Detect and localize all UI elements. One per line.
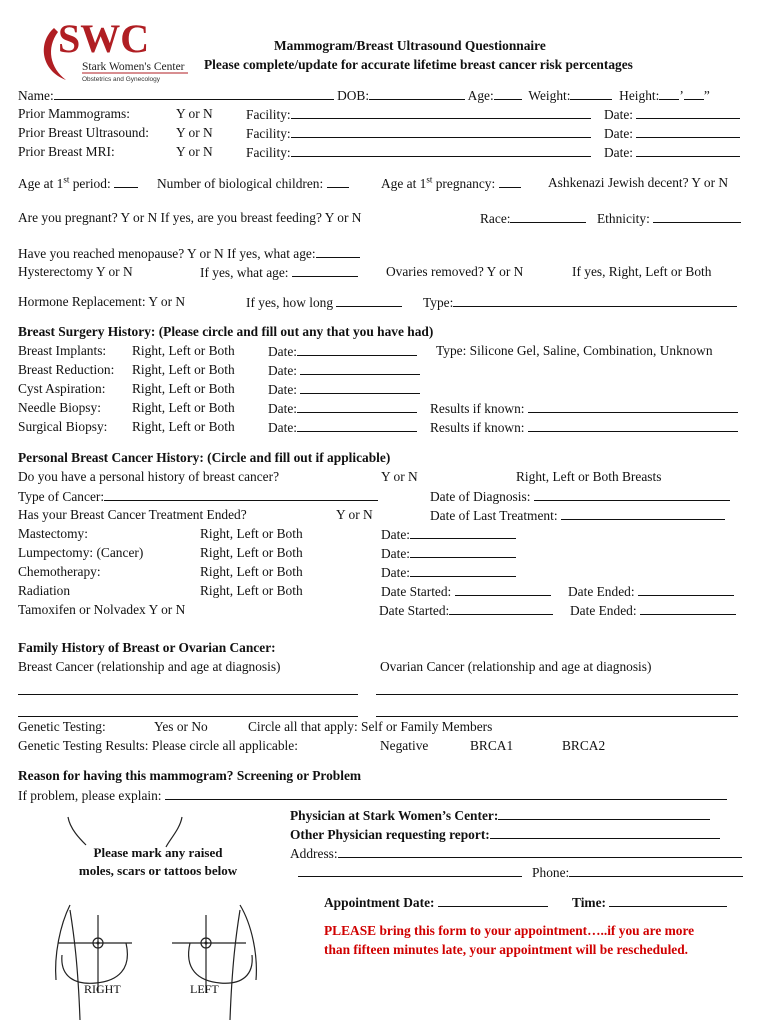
genetic-testing-yn[interactable]: Yes or No bbox=[154, 719, 208, 734]
height-feet-mark: ’ bbox=[679, 88, 684, 103]
form-subtitle: Please complete/update for accurate lifetime breast cancer risk percentages bbox=[204, 57, 633, 72]
ethnicity-field[interactable] bbox=[653, 210, 741, 223]
radiation-end: Date Ended: bbox=[568, 583, 734, 600]
family-ovarian-line-2[interactable] bbox=[376, 704, 738, 717]
surgery-heading: Breast Surgery History: (Please circle and fill out any that you have had) bbox=[18, 324, 434, 339]
prior-mammograms-facility: Facility: bbox=[246, 106, 591, 123]
lumpectomy-date: Date: bbox=[381, 545, 516, 562]
tamoxifen-end: Date Ended: bbox=[570, 602, 736, 619]
prior-mri-facility: Facility: bbox=[246, 144, 591, 161]
mastectomy-side[interactable]: Right, Left or Both bbox=[200, 526, 303, 541]
reason-explain-field[interactable] bbox=[165, 787, 727, 800]
date-field[interactable] bbox=[636, 144, 740, 157]
personal-heading: Personal Breast Cancer History: (Circle and fill out if applicable) bbox=[18, 450, 391, 465]
arm-right-line bbox=[230, 910, 240, 1020]
age-field[interactable] bbox=[494, 87, 522, 100]
form-title: Mammogram/Breast Ultrasound Questionnaire bbox=[274, 38, 546, 53]
personal-history-question: Do you have a personal history of breast cancer? bbox=[18, 469, 280, 484]
weight-label: Weight: bbox=[528, 88, 571, 103]
appointment-date-row: Appointment Date: bbox=[324, 894, 548, 911]
ovaries-question[interactable]: Ovaries removed? Y or N bbox=[386, 264, 524, 279]
address-row: Address: bbox=[290, 845, 742, 862]
genetic-brca2[interactable]: BRCA2 bbox=[562, 738, 606, 753]
family-ovarian-line-1[interactable] bbox=[376, 682, 738, 695]
treatment-ended-yn[interactable]: Y or N bbox=[336, 507, 373, 522]
reduction-label: Breast Reduction: bbox=[18, 362, 115, 377]
implants-side[interactable]: Right, Left or Both bbox=[132, 343, 235, 358]
needle-results: Results if known: bbox=[430, 400, 738, 417]
personal-breasts-side[interactable]: Right, Left or Both Breasts bbox=[516, 469, 662, 484]
lumpectomy-side[interactable]: Right, Left or Both bbox=[200, 545, 303, 560]
facility-field[interactable] bbox=[291, 144, 591, 157]
radiation-label: Radiation bbox=[18, 583, 71, 598]
address-line-2-field[interactable] bbox=[298, 864, 522, 877]
menopause-row: Have you reached menopause? Y or N If yes, what age: bbox=[18, 245, 360, 262]
menopause-age-field[interactable] bbox=[316, 245, 360, 258]
date-started-field[interactable] bbox=[449, 602, 553, 615]
mastectomy-date: Date: bbox=[381, 526, 516, 543]
children-field[interactable] bbox=[327, 175, 349, 188]
last-treatment-field[interactable] bbox=[561, 507, 725, 520]
diagram-instruction-line-2: moles, scars or tattoos below bbox=[78, 863, 238, 878]
diagnosis-date-row: Date of Diagnosis: bbox=[430, 488, 730, 505]
prior-ultrasound-date: Date: bbox=[604, 125, 740, 142]
date-field[interactable] bbox=[636, 125, 740, 138]
name-field[interactable] bbox=[54, 87, 334, 100]
prior-mammograms-date: Date: bbox=[604, 106, 740, 123]
address-field[interactable] bbox=[338, 845, 742, 858]
genetic-circle-all[interactable]: Circle all that apply: Self or Family Members bbox=[248, 719, 493, 734]
hormone-question[interactable]: Hormone Replacement: Y or N bbox=[18, 294, 186, 309]
ethnicity-row: Ethnicity: bbox=[597, 210, 741, 227]
height-inches-field[interactable] bbox=[684, 87, 704, 100]
weight-field[interactable] bbox=[570, 87, 612, 100]
left-label: LEFT bbox=[190, 982, 219, 996]
date-field[interactable] bbox=[410, 545, 516, 558]
hormone-type-row: Type: bbox=[423, 294, 737, 311]
genetic-brca1[interactable]: BRCA1 bbox=[470, 738, 514, 753]
chemo-label: Chemotherapy: bbox=[18, 564, 101, 579]
hysterectomy-age-field[interactable] bbox=[292, 264, 358, 277]
right-label: RIGHT bbox=[84, 982, 121, 996]
reduction-date: Date: bbox=[268, 362, 420, 379]
notice-line-1: PLEASE bring this form to your appointment…..if you are more bbox=[324, 923, 695, 938]
dob-label: DOB: bbox=[337, 88, 370, 103]
height-inches-mark: ” bbox=[703, 88, 710, 103]
family-breast-line-2[interactable] bbox=[18, 704, 358, 717]
stark-physician-row: Physician at Stark Women’s Center: bbox=[290, 807, 710, 824]
family-heading: Family History of Breast or Ovarian Cancer: bbox=[18, 640, 276, 655]
neck-right-line bbox=[166, 817, 182, 847]
needle-side[interactable]: Right, Left or Both bbox=[132, 400, 235, 415]
first-period-field[interactable] bbox=[114, 175, 138, 188]
prior-mammograms-label: Prior Mammograms: bbox=[18, 106, 130, 121]
type-cancer-row: Type of Cancer: bbox=[18, 488, 378, 505]
prior-ultrasound-label: Prior Breast Ultrasound: bbox=[18, 125, 149, 140]
type-cancer-field[interactable] bbox=[104, 488, 378, 501]
date-field[interactable] bbox=[410, 564, 516, 577]
prior-mri-date: Date: bbox=[604, 144, 740, 161]
lumpectomy-label: Lumpectomy: (Cancer) bbox=[18, 545, 144, 560]
date-field[interactable] bbox=[297, 400, 417, 413]
phone-field[interactable] bbox=[569, 864, 743, 877]
prior-ultrasound-yn[interactable]: Y or N bbox=[176, 125, 213, 140]
arm-left-line bbox=[70, 910, 80, 1020]
hysterectomy-question[interactable]: Hysterectomy Y or N bbox=[18, 264, 133, 279]
radiation-side[interactable]: Right, Left or Both bbox=[200, 583, 303, 598]
needle-label: Needle Biopsy: bbox=[18, 400, 101, 415]
height-label: Height: bbox=[619, 88, 660, 103]
genetic-negative[interactable]: Negative bbox=[380, 738, 429, 753]
appointment-date-field[interactable] bbox=[438, 894, 548, 907]
radiation-start: Date Started: bbox=[381, 583, 551, 600]
prior-mri-label: Prior Breast MRI: bbox=[18, 144, 115, 159]
name-label: Name: bbox=[18, 88, 54, 103]
cyst-label: Cyst Aspiration: bbox=[18, 381, 106, 396]
appointment-time-field[interactable] bbox=[609, 894, 727, 907]
notice-line-2: than fifteen minutes late, your appointment will be rescheduled. bbox=[324, 942, 689, 957]
other-physician-row: Other Physician requesting report: bbox=[290, 826, 720, 843]
dob-field[interactable] bbox=[369, 87, 465, 100]
reduction-side[interactable]: Right, Left or Both bbox=[132, 362, 235, 377]
right-breast-outline bbox=[62, 943, 128, 983]
prior-mammograms-yn[interactable]: Y or N bbox=[176, 106, 213, 121]
results-field[interactable] bbox=[528, 400, 738, 413]
surgical-label: Surgical Biopsy: bbox=[18, 419, 108, 434]
other-physician-field[interactable] bbox=[490, 826, 720, 839]
date-ended-field[interactable] bbox=[640, 602, 736, 615]
logo-name: Stark Women's Center bbox=[82, 61, 185, 73]
ashkenazi-question[interactable]: Ashkenazi Jewish decent? Y or N bbox=[548, 175, 729, 190]
logo-initials: SWC bbox=[58, 16, 150, 61]
age-label: Age: bbox=[467, 88, 494, 103]
tamoxifen-start: Date Started: bbox=[379, 602, 553, 619]
mastectomy-label: Mastectomy: bbox=[18, 526, 88, 541]
hormone-type-field[interactable] bbox=[453, 294, 737, 307]
date-field[interactable] bbox=[300, 362, 420, 375]
reason-heading[interactable]: Reason for having this mammogram? Screening or Problem bbox=[18, 768, 362, 783]
first-pregnancy-field[interactable] bbox=[499, 175, 521, 188]
implants-label: Breast Implants: bbox=[18, 343, 107, 358]
facility-field[interactable] bbox=[291, 106, 591, 119]
cyst-side[interactable]: Right, Left or Both bbox=[132, 381, 235, 396]
left-breast-outline bbox=[189, 943, 253, 983]
hormone-long-field[interactable] bbox=[336, 294, 402, 307]
name-row bbox=[18, 87, 710, 104]
surgical-side[interactable]: Right, Left or Both bbox=[132, 419, 235, 434]
pregnant-question[interactable]: Are you pregnant? Y or N If yes, are you breast feeding? Y or N bbox=[18, 210, 362, 225]
first-period-row: Age at 1st period: bbox=[18, 175, 138, 192]
date-field[interactable] bbox=[297, 419, 417, 432]
date-field[interactable] bbox=[636, 106, 740, 119]
date-started-field[interactable] bbox=[455, 583, 551, 596]
ovaries-side[interactable]: If yes, Right, Left or Both bbox=[572, 264, 712, 279]
diagnosis-date-field[interactable] bbox=[534, 488, 730, 501]
stark-physician-field[interactable] bbox=[498, 807, 710, 820]
prior-mri-yn[interactable]: Y or N bbox=[176, 144, 213, 159]
tamoxifen-question[interactable]: Tamoxifen or Nolvadex Y or N bbox=[18, 602, 186, 617]
facility-field[interactable] bbox=[291, 125, 591, 138]
personal-history-yn[interactable]: Y or N bbox=[381, 469, 418, 484]
prior-ultrasound-facility: Facility: bbox=[246, 125, 591, 142]
treatment-ended-question: Has your Breast Cancer Treatment Ended? bbox=[18, 507, 247, 522]
last-treatment-row: Date of Last Treatment: bbox=[430, 507, 725, 524]
chemo-date: Date: bbox=[381, 564, 516, 581]
date-field[interactable] bbox=[297, 343, 417, 356]
needle-date: Date: bbox=[268, 400, 417, 417]
race-row: Race: bbox=[480, 210, 586, 227]
first-pregnancy-row: Age at 1st pregnancy: bbox=[381, 175, 521, 192]
chemo-side[interactable]: Right, Left or Both bbox=[200, 564, 303, 579]
surgical-date: Date: bbox=[268, 419, 417, 436]
cyst-date: Date: bbox=[268, 381, 420, 398]
breast-diagram[interactable] bbox=[40, 815, 270, 1020]
race-field[interactable] bbox=[510, 210, 586, 223]
logo-tagline: Obstetrics and Gynecology bbox=[82, 76, 161, 83]
diagram-instruction-line-1: Please mark any raised bbox=[93, 845, 223, 860]
date-field[interactable] bbox=[410, 526, 516, 539]
swc-logo bbox=[36, 14, 196, 84]
height-feet-field[interactable] bbox=[659, 87, 679, 100]
implants-date: Date: bbox=[268, 343, 417, 360]
family-breast-label: Breast Cancer (relationship and age at diagnosis) bbox=[18, 659, 281, 674]
family-breast-line-1[interactable] bbox=[18, 682, 358, 695]
appointment-time-row: Time: bbox=[572, 894, 727, 911]
children-row: Number of biological children: bbox=[157, 175, 349, 192]
genetic-results-label: Genetic Testing Results: Please circle all applicable: bbox=[18, 738, 298, 753]
neck-left-line bbox=[68, 817, 86, 845]
reason-explain-row: If problem, please explain: bbox=[18, 787, 727, 804]
date-ended-field[interactable] bbox=[638, 583, 734, 596]
date-field[interactable] bbox=[300, 381, 420, 394]
implant-type[interactable]: Type: Silicone Gel, Saline, Combination, Unknown bbox=[436, 343, 713, 358]
phone-row: Phone: bbox=[298, 864, 743, 881]
hysterectomy-age-row: If yes, what age: bbox=[200, 264, 358, 281]
results-field[interactable] bbox=[528, 419, 738, 432]
hormone-long-row: If yes, how long bbox=[246, 294, 402, 311]
genetic-testing-label: Genetic Testing: bbox=[18, 719, 106, 734]
surgical-results: Results if known: bbox=[430, 419, 738, 436]
family-ovarian-label: Ovarian Cancer (relationship and age at diagnosis) bbox=[380, 659, 652, 674]
